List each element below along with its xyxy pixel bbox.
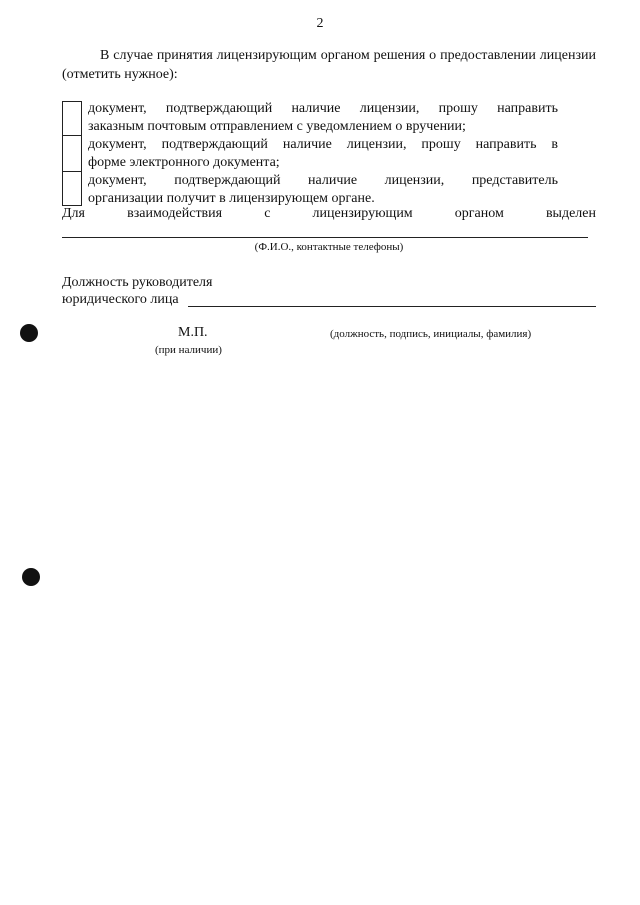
signature-fill-line[interactable] <box>188 306 596 307</box>
contact-person-text: Для взаимодействия с лицензирующим органом выделен <box>62 206 596 221</box>
option-mail-line1: документ, подтверждающий наличие лицензии, прошу направить <box>88 101 558 116</box>
option-electronic-line1: документ, подтверждающий наличие лицензии, прошу направить в <box>88 137 558 152</box>
contact-fill-line[interactable] <box>62 237 588 238</box>
signature-caption: (должность, подпись, инициалы, фамилия) <box>330 328 532 340</box>
intro-paragraph: В случае принятия лицензирующим органом решения о предоставлении лицензии (отметить нужное): <box>62 48 596 82</box>
stamp-note: (при наличии) <box>155 344 222 356</box>
option-electronic-line2: форме электронного документа; <box>88 155 280 170</box>
contact-caption: (Ф.И.О., контактные телефоны) <box>254 241 404 253</box>
option-in-person-line2: организации получит в лицензирующем органе. <box>88 191 375 206</box>
position-label-line2: юридического лица <box>62 292 179 307</box>
option-mail <box>88 100 558 136</box>
checkbox-option-mail[interactable] <box>62 101 82 136</box>
page-number: 2 <box>316 16 324 31</box>
checkbox-option-in-person[interactable] <box>62 171 82 206</box>
option-mail-line2: заказным почтовым отправлением с уведомлением о вручении; <box>88 119 466 134</box>
option-in-person <box>88 172 558 208</box>
option-in-person-line1: документ, подтверждающий наличие лицензии, представитель <box>88 173 558 188</box>
checkbox-option-electronic[interactable] <box>62 135 82 172</box>
position-label-line1: Должность руководителя <box>62 275 213 290</box>
stamp-label: М.П. <box>178 325 208 340</box>
option-electronic <box>88 136 558 172</box>
punch-hole-bottom <box>22 568 40 586</box>
punch-hole-top <box>20 324 38 342</box>
